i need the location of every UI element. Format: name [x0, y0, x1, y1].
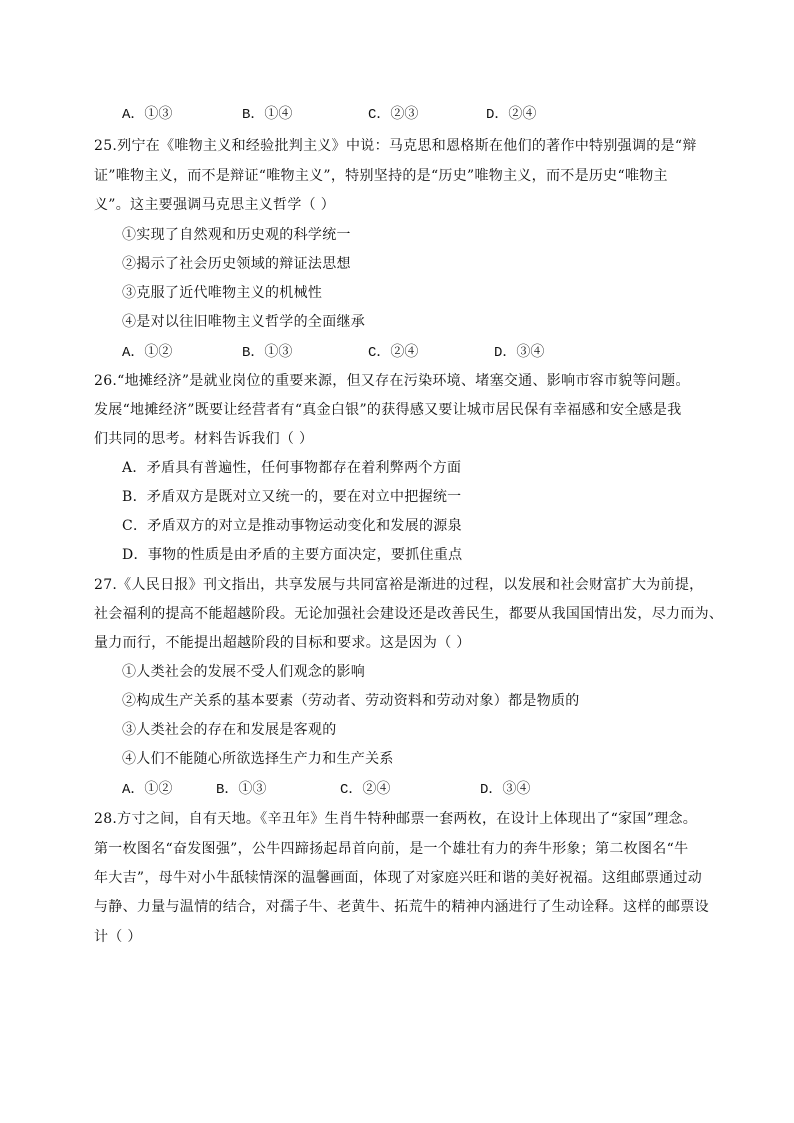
- q24-choice-a-label: A．①③: [122, 107, 173, 123]
- q28-stem-line-2: 第一枚图名“奋发图强”，公牛四蹄扬起昂首向前，是一个雄壮有力的奔牛形象；第二枚图名“牛: [94, 841, 689, 857]
- q26-option-b[interactable]: B．矛盾双方是既对立又统一的，要在对立中把握统一: [122, 489, 462, 505]
- q27-stem-line-1: 27.《人民日报》刊文指出，共享发展与共同富裕是渐进的过程，以发展和社会财富扩大为前提，: [94, 577, 704, 593]
- q26-option-a[interactable]: A．矛盾具有普遍性，任何事物都存在着利弊两个方面: [122, 460, 462, 476]
- q24-choice-a[interactable]: [122, 104, 172, 125]
- q25-option-2: ②揭示了社会历史领域的辩证法思想: [122, 256, 351, 272]
- q25-stem-line-3: 义”。这主要强调马克思主义哲学（ ）: [94, 197, 336, 213]
- q25-option-4: ④是对以往旧唯物主义哲学的全面继承: [122, 314, 366, 330]
- q27-stem-line-3: 量力而行，不能提出超越阶段的目标和要求。这是因为（ ）: [94, 635, 471, 651]
- q25-choice-a[interactable]: [122, 342, 172, 363]
- q27-option-2: ②构成生产关系的基本要素（劳动者、劳动资料和劳动对象）都是物质的: [122, 693, 580, 709]
- q27-choice-b-label: B．①③: [216, 782, 267, 798]
- q25-choice-d-label: D．③④: [494, 345, 545, 361]
- q28-stem-line-1: 28.方寸之间，自有天地。《辛丑年》生肖牛特种邮票一套两枚，在设计上体现出了“家国”理念。: [94, 811, 698, 827]
- q24-choice-c[interactable]: [368, 104, 418, 125]
- q24-choice-b[interactable]: [242, 104, 292, 125]
- q25-choice-b[interactable]: [242, 342, 292, 363]
- q24-choice-d[interactable]: [486, 104, 536, 125]
- q26-stem-line-3: 们共同的思考。材料告诉我们（ ）: [94, 431, 314, 447]
- q25-choice-a-label: A．①②: [122, 345, 173, 361]
- q27-choice-d[interactable]: [480, 779, 530, 800]
- q26-stem-line-1: 26.“地摊经济”是就业岗位的重要来源，但又存在污染环境、堵塞交通、影响市容市貌等问题。: [94, 373, 690, 389]
- q25-stem-line-2: 证”唯物主义，而不是辩证“唯物主义”，特别坚持的是“历史”唯物主义，而不是历史“唯物主: [94, 168, 668, 184]
- q26-option-c[interactable]: C．矛盾双方的对立是推动事物运动变化和发展的源泉: [122, 518, 462, 534]
- q26-option-d[interactable]: D．事物的性质是由矛盾的主要方面决定，要抓住重点: [122, 547, 463, 563]
- q28-stem-line-4: 与静、力量与温情的结合，对孺子牛、老黄牛、拓荒牛的精神内涵进行了生动诠释。这样的邮票设: [94, 899, 709, 915]
- q27-option-1: ①人类社会的发展不受人们观念的影响: [122, 664, 366, 680]
- q27-choice-a-label: A．①②: [122, 782, 173, 798]
- q25-choice-b-label: B．①③: [242, 345, 293, 361]
- q24-choice-d-label: D．②④: [486, 107, 537, 123]
- q25-stem-line-1: 25.列宁在《唯物主义和经验批判主义》中说：马克思和恩格斯在他们的著作中特别强调的是“辩: [94, 138, 697, 154]
- q28-stem-line-5: 计（ ）: [94, 929, 142, 945]
- q26-stem-line-2: 发展“地摊经济”既要让经营者有“真金白银”的获得感又要让城市居民保有幸福感和安全感是我: [94, 402, 682, 418]
- q25-choice-d[interactable]: [494, 342, 544, 363]
- q28-stem-line-3: 年大吉”，母牛对小牛舐犊情深的温馨画面，体现了对家庭兴旺和谐的美好祝福。这组邮票通过动: [94, 870, 703, 886]
- q27-stem-line-2: 社会福利的提高不能超越阶段。无论加强社会建设还是改善民生，都要从我国国情出发，尽力而为、: [94, 606, 724, 622]
- q25-option-3: ③克服了近代唯物主义的机械性: [122, 285, 323, 301]
- q24-choice-c-label: C．②③: [368, 107, 419, 123]
- q27-choice-c[interactable]: [340, 779, 390, 800]
- q27-choice-b[interactable]: [216, 779, 266, 800]
- q24-choice-b-label: B．①④: [242, 107, 293, 123]
- q27-choice-c-label: C．②④: [340, 782, 391, 798]
- q25-choice-c[interactable]: [368, 342, 418, 363]
- q27-choice-d-label: D．③④: [480, 782, 531, 798]
- q25-option-1: ①实现了自然观和历史观的科学统一: [122, 227, 351, 243]
- q25-choice-c-label: C．②④: [368, 345, 419, 361]
- q27-option-4: ④人们不能随心所欲选择生产力和生产关系: [122, 751, 394, 767]
- q27-option-3: ③人类社会的存在和发展是客观的: [122, 722, 337, 738]
- q27-choice-a[interactable]: [122, 779, 172, 800]
